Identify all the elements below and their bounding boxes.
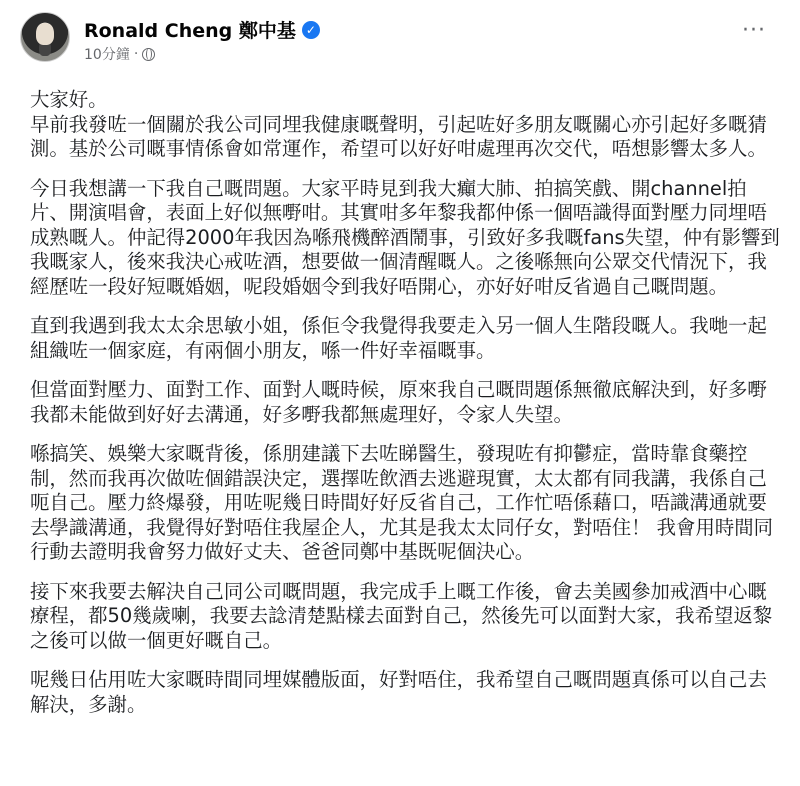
more-options-button[interactable]: ··· (742, 18, 766, 43)
post-meta (84, 44, 155, 64)
author-row (84, 16, 320, 43)
globe-icon[interactable] (142, 48, 155, 61)
post-paragraph: 直到我遇到我太太余思敏小姐，係佢令我覺得我要走入另一個人生階段嘅人。我哋一起組織咗一個家庭，有兩個小朋友，喺一件好幸福嘅事。 (30, 314, 767, 362)
avatar[interactable] (20, 12, 70, 62)
post-paragraph: 接下來我要去解決自己同公司嘅問題，我完成手上嘅工作後，會去美國參加戒酒中心嘅療程，都50幾歲喇，我要去諗清楚點樣去面對自己，然後先可以面對大家，我希望返黎之後可以做一個更好嘅自己。 (30, 579, 773, 652)
post-paragraph: 呢幾日佔用咗大家嘅時間同埋媒體版面，好對唔住，我希望自己嘅問題真係可以自己去解決，多謝。 (30, 668, 767, 716)
post-greeting: 大家好。 (30, 88, 108, 111)
post-paragraph: 早前我發咗一個關於我公司同埋我健康嘅聲明，引起咗好多朋友嘅關心亦引起好多嘅猜測。基於公司嘅事情係會如常運作，希望可以好好咁處理再次交代，唔想影響太多人。 (30, 112, 767, 160)
post-paragraph: 今日我想講一下我自己嘅問題。大家平時見到我大癲大肺、拍搞笑戲、開channel拍片、開演唱會，表面上好似無嘢咁。其實咁多年黎我都仲係一個唔識得面對壓力同埋唔成熟嘅人。仲記得2000年我因為喺飛機醉酒鬧事，引致好多我嘅fans失望，仲有影響到我嘅家人，後來我決心戒咗酒，想要做一個清醒嘅人。之後喺無向公眾交代情況下，我經歷咗一段好短嘅婚姻，呢段婚姻令到我好唔開心，亦好好咁反省過自己嘅問題。 (30, 176, 780, 298)
post-paragraph: 但當面對壓力、面對工作、面對人嘅時候，原來我自己嘅問題係無徹底解決到，好多嘢我都未能做到好好去溝通，好多嘢我都無處理好，令家人失望。 (30, 378, 767, 426)
post-body (30, 88, 780, 732)
author-name[interactable]: Ronald Cheng 鄭中基 (84, 20, 296, 42)
post-header (20, 10, 780, 70)
meta-separator: · (133, 46, 139, 62)
post-timestamp[interactable]: 10分鐘 (84, 47, 130, 63)
post-paragraph: 喺搞笑、娛樂大家嘅背後，係朋建議下去咗睇醫生，發現咗有抑鬱症，當時靠食藥控制，然而我再次做咗個錯誤決定，選擇咗飲酒去逃避現實，太太都有同我講，我係自己呃自己。壓力終爆發，用咗呢幾日時間好好反省自己，工作忙唔係藉口，唔識溝通就要去學識溝通，我覺得好對唔住我屋企人，尤其是我太太同仔女，對唔住！ 我會用時間同行動去證明我會努力做好丈夫、爸爸同鄭中基既呢個決心。 (30, 442, 774, 563)
verified-badge-icon: ✓ (302, 21, 320, 39)
